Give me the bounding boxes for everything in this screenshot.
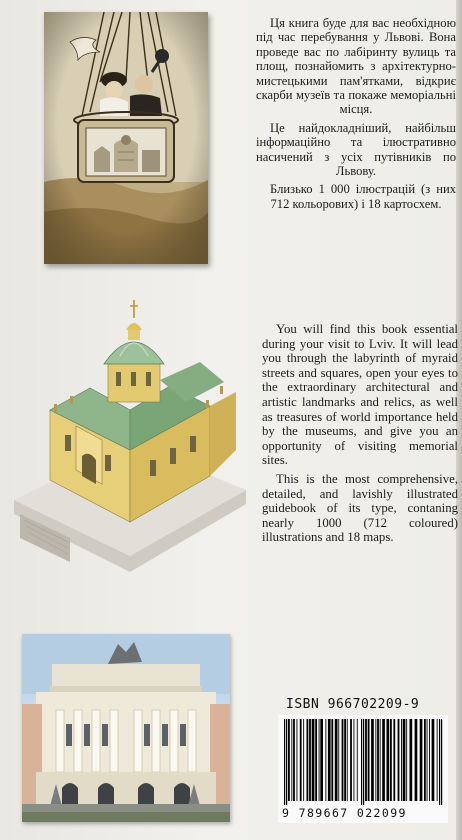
uk-paragraph-3: Близько 1 000 ілюстрацій (з них 712 кольорових) і 18 картосхем. <box>270 182 456 211</box>
uk-paragraph-1: Ця книга буде для вас необхідною під час перебування у Львові. Вона проведе вас по лабіринту вулиць та площ, познайомить з архітектурно-мистецькими пам'ятками, відкриє скарби музеїв та покаже меморіальні місця. <box>256 16 456 117</box>
en-paragraph-2: This is the most comprehensive, detailed, and lavishly illustrated guidebook of its type, contaning nearly 1000 (712 coloured) illustrations and 18 maps. <box>262 471 458 545</box>
palace-photo <box>22 634 230 822</box>
cathedral-illustration <box>10 300 260 600</box>
barcode <box>278 715 448 823</box>
en-paragraph-1: You will find this book essential during your visit to Lviv. It will lead you through the labyrinth of myraid streets and squares, open your eyes to the extraordinary architectural and artistic landmarks and relics, as well as treasures of world importance held by the museums, and give you an opportunity of visiting memorial sites. <box>262 322 458 468</box>
isbn-number: ISBN 966702209-9 <box>286 697 420 712</box>
barcode-bars <box>282 719 444 805</box>
palace-graphic <box>22 634 230 822</box>
cathedral-graphic <box>10 300 260 600</box>
english-description <box>262 322 458 549</box>
balloon-photo-graphic <box>44 12 208 264</box>
ukrainian-description <box>256 16 456 215</box>
balloon-photo <box>44 12 208 264</box>
barcode-digits: 9 789667 022099 <box>282 806 407 820</box>
uk-paragraph-2: Це найдокладніший, найбільш інформаційно та ілюстративно насичений з усіх путівників по Львову. <box>256 120 456 179</box>
